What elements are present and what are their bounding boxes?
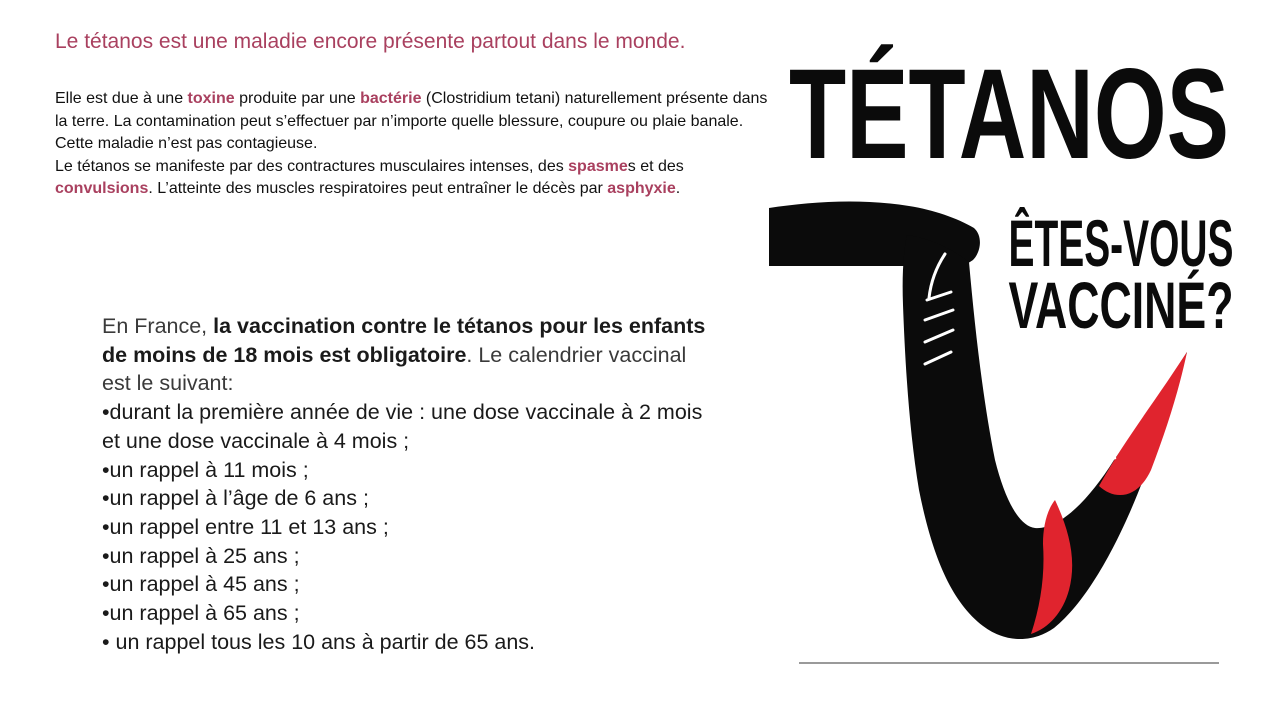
intro-text: (Clostridium tetani) naturellement présente dans la terre. La contamination peut s’effectuer par n’importe quelle blessure, coupure ou plaie banale. Cette maladie n’est pas contagieuse. — [55, 90, 768, 152]
intro-paragraph — [55, 88, 780, 201]
schedule-item: •un rappel à 11 mois ; — [102, 457, 309, 482]
schedule-item: •un rappel à l’âge de 6 ans ; — [102, 486, 369, 511]
lead-text: En France, — [102, 314, 214, 338]
term-spasme: spasme — [568, 157, 628, 175]
lead-text: . Le calendrier vaccinal est le suivant: — [102, 342, 687, 396]
term-asphyxie: asphyxie — [607, 180, 676, 197]
schedule-item: •durant la première année de vie : une dose vaccinale à 2 mois et une dose vaccinale à 4 mois ; — [102, 400, 703, 453]
poster-question-line1: ÊTES-VOUS — [1008, 206, 1234, 281]
term-toxine: toxine — [187, 90, 235, 107]
schedule-item: • un rappel tous les 10 ans à partir de 65 ans. — [102, 629, 536, 654]
vaccination-lead — [102, 312, 712, 398]
schedule-item: •un rappel à 45 ans ; — [102, 572, 300, 597]
schedule-item: •un rappel à 65 ans ; — [102, 601, 300, 626]
poster-headline: TÉTANOS — [789, 43, 1229, 186]
term-bacterie: bactérie — [360, 90, 422, 107]
poster-illustration — [769, 30, 1254, 678]
vaccination-block — [102, 312, 712, 656]
schedule-item: •un rappel entre 11 et 13 ans ; — [102, 514, 389, 539]
slide-title: Le tétanos est une maladie encore présente partout dans le monde. — [55, 30, 686, 53]
intro-text: . L’atteinte des muscles respiratoires peut entraîner le décès par — [148, 180, 608, 197]
tetanos-poster — [769, 30, 1254, 678]
intro-text: s et des — [627, 157, 684, 175]
intro-text: Elle est due à une — [55, 90, 188, 107]
lead-bold: la vaccination contre le tétanos pour les enfants de moins de 18 mois est obligatoire — [102, 314, 706, 367]
vaccination-schedule — [102, 398, 712, 656]
term-convulsions: convulsions — [55, 180, 149, 197]
schedule-item: •un rappel à 25 ans ; — [102, 543, 300, 568]
intro-text: . — [675, 180, 681, 197]
intro-text: Le tétanos se manifeste par des contractures musculaires intenses, des — [55, 157, 569, 175]
poster-footer-line — [799, 662, 1219, 664]
intro-text: produite par une — [234, 90, 361, 107]
poster-question-line2: VACCINÉ? — [1008, 268, 1234, 343]
